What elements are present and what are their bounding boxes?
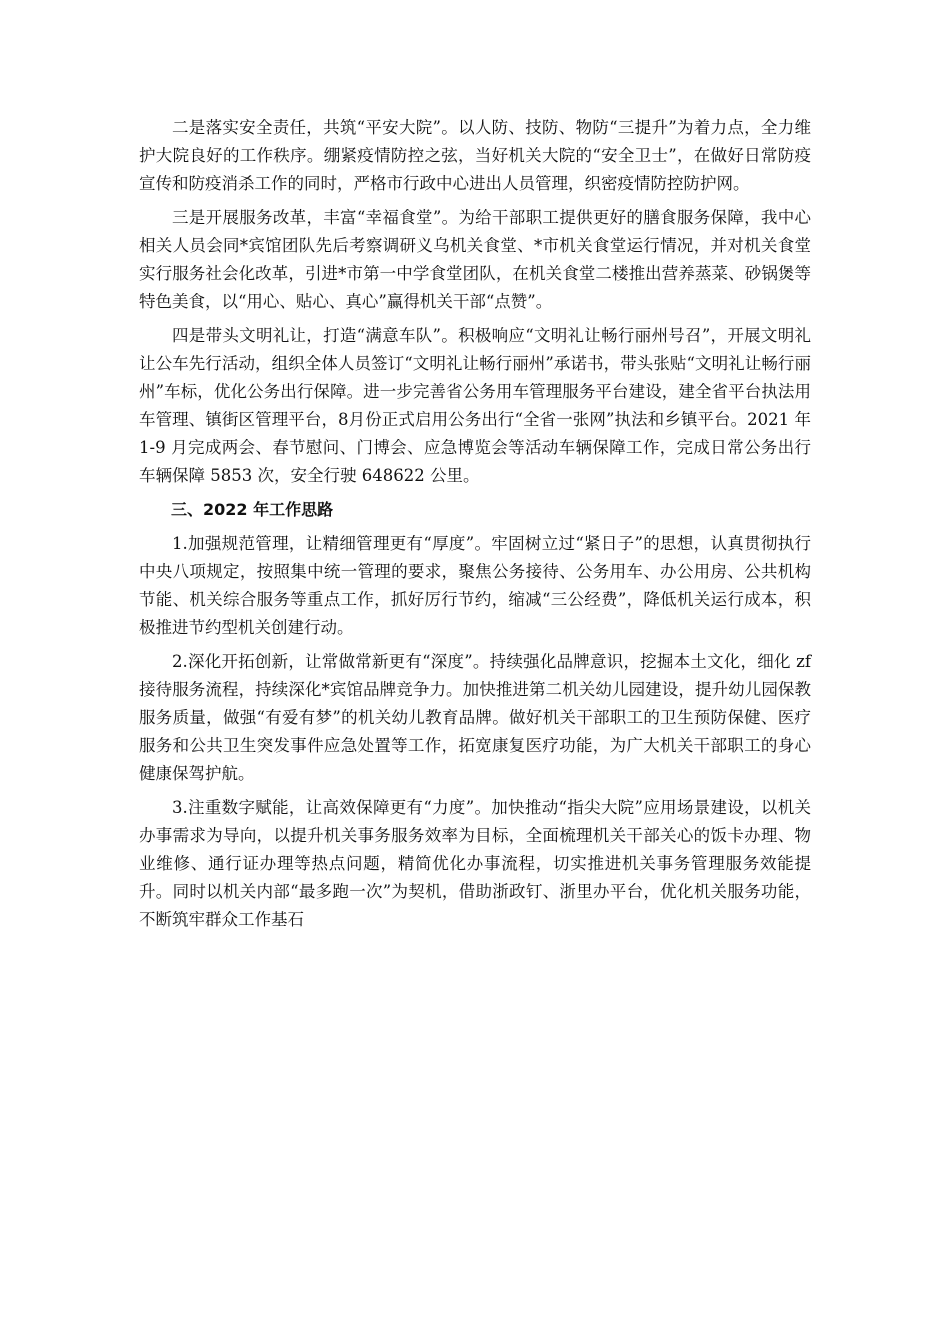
item-innovation: 2.深化开拓创新，让常做常新更有“深度”。持续强化品牌意识，挖掘本土文化，细化 zf 接待服务流程，持续深化*宾馆品牌竞争力。加快推进第二机关幼儿园建设，提升幼儿园保教服务质量，做强“有爱有梦”的机关幼儿教育品牌。做好机关干部职工的卫生预防保健、医疗服务和公共卫生突发事件应急处置等工作，拓宽康复医疗功能，为广大机关干部职工的身心健康保驾护航。 [139, 652, 811, 783]
item-digital: 3.注重数字赋能，让高效保障更有“力度”。加快推动“指尖大院”应用场景建设，以机关办事需求为导向，以提升机关事务服务效率为目标，全面梳理机关干部关心的饭卡办理、物业维修、通行证办理等热点问题，精简优化办事流程，切实推进机关事务管理服务效能提升。同时以机关内部“最多跑一次”为契机，借助浙政钉、浙里办平台，优化机关服务功能，不断筑牢群众工作基石 [139, 798, 811, 929]
paragraph-safety: 二是落实安全责任，共筑“平安大院”。以人防、技防、物防“三提升”为着力点，全力维护大院良好的工作秩序。绷紧疫情防控之弦，当好机关大院的“安全卫士”，在做好日常防疫宣传和防疫消杀工作的同时，严格市行政中心进出人员管理，织密疫情防控防护网。 [139, 118, 811, 193]
item-management: 1.加强规范管理，让精细管理更有“厚度”。牢固树立过“紧日子”的思想，认真贯彻执行中央八项规定，按照集中统一管理的要求，聚焦公务接待、公务用车、办公用房、公共机构节能、机关综合服务等重点工作，抓好厉行节约，缩减“三公经费”，降低机关运行成本，积极推进节约型机关创建行动。 [139, 534, 811, 637]
paragraph-fleet: 四是带头文明礼让，打造“满意车队”。积极响应“文明礼让畅行丽州号召”，开展文明礼让公车先行活动，组织全体人员签订“文明礼让畅行丽州”承诺书，带头张贴“文明礼让畅行丽州”车标，优化公务出行保障。进一步完善省公务用车管理服务平台建设，建全省平台执法用车管理、镇街区管理平台，8月份正式启用公务出行“全省一张网”执法和乡镇平台。2021 年 1-9 月完成两会、春节慰问、门博会、应急博览会等活动车辆保障工作，完成日常公务出行车辆保障 5853 次，安全行驶 648622 公里。 [139, 326, 811, 485]
document-body [139, 114, 811, 940]
paragraph-canteen: 三是开展服务改革，丰富“幸福食堂”。为给干部职工提供更好的膳食服务保障，我中心相关人员会同*宾馆团队先后考察调研义乌机关食堂、*市机关食堂运行情况，并对机关食堂实行服务社会化改革，引进*市第一中学食堂团队，在机关食堂二楼推出营养蒸菜、砂锅煲等特色美食，以“用心、贴心、真心”赢得机关干部“点赞”。 [139, 208, 811, 311]
section-heading: 三、2022 年工作思路 [171, 500, 334, 519]
